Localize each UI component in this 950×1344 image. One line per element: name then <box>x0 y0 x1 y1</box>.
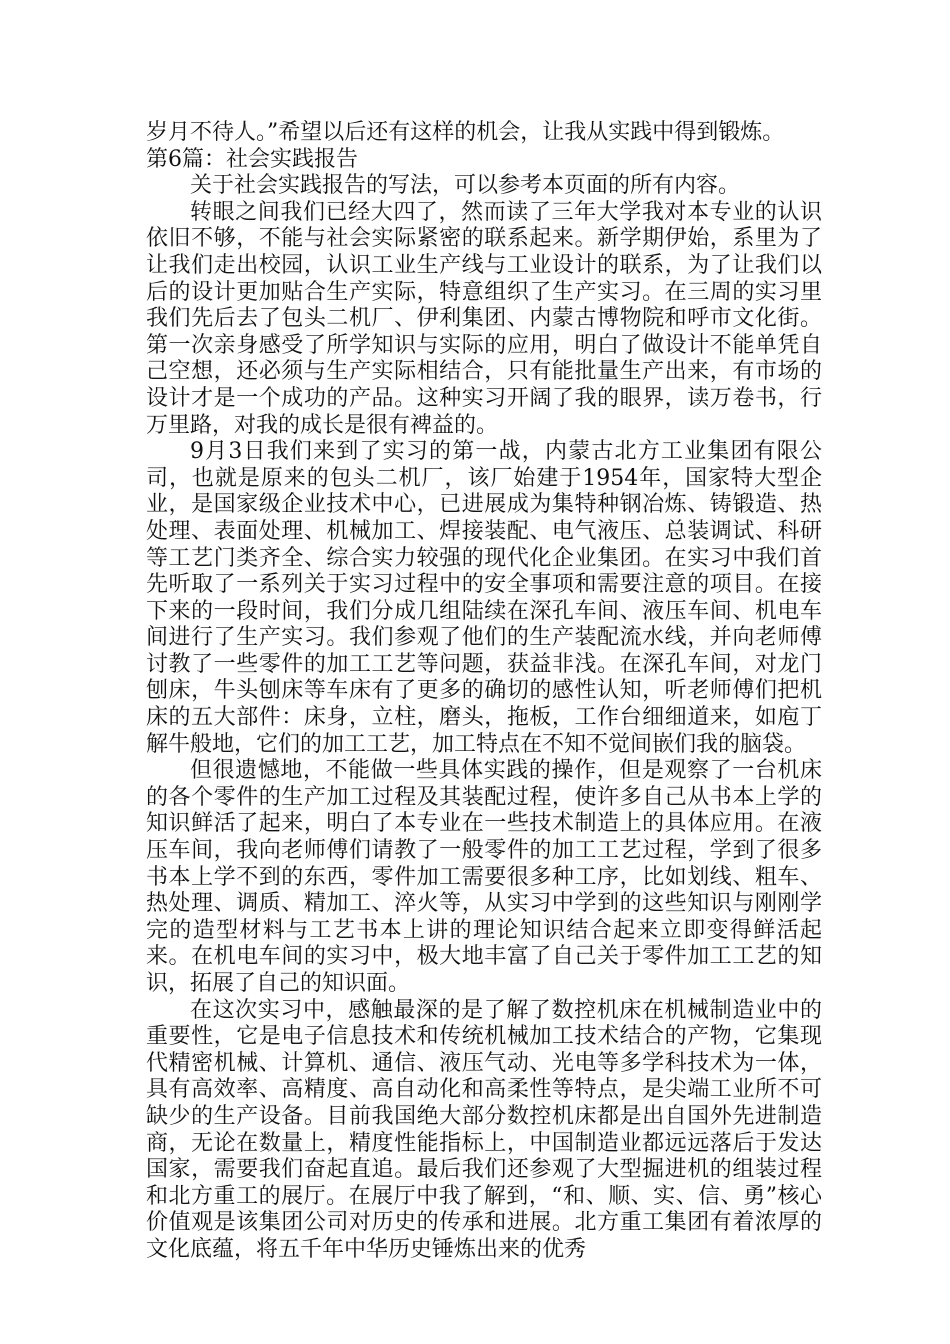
paragraph-senior-year: 转眼之间我们已经大四了，然而读了三年大学我对本专业的认识依旧不够，不能与社会实际紧密的联系起来。新学期伊始，系里为了让我们走出校园，认识工业生产线与工业设计的联系，为了让我们以后的设计更加贴合生产实际，特意组织了生产实习。在三周的实习里我们先后去了包头二机厂、伊利集团、内蒙古博物院和呼市文化街。第一次亲身感受了所学知识与实际的应用，明白了做设计不能单凭自己空想，还必须与生产实际相结合，只有能批量生产出来，有市场的设计才是一个成功的产品。这种实习开阔了我的眼界，读万卷书，行万里路，对我的成长是很有裨益的。 <box>146 199 822 438</box>
opening-line: 岁月不待人。”希望以后还有这样的机会，让我从实践中得到锻炼。 <box>146 120 785 145</box>
paragraph-intro: 关于社会实践报告的写法，可以参考本页面的所有内容。 <box>190 173 741 199</box>
paragraph-cnc-reflection: 在这次实习中，感触最深的是了解了数控机床在机械制造业中的重要性，它是电子信息技术和传统机械加工技术结合的产物，它集现代精密机械、计算机、通信、液压气动、光电等多学科技术为一体，具有高效率、高精度、高自动化和高柔性等特点，是尖端工业所不可缺少的生产设备。目前我国绝大部分数控机床都是出自国外先进制造商，无论在数量上，精度性能指标上，中国制造业都远远落后于发达国家，需要我们奋起直追。最后我们还参观了大型掘进机的组装过程和北方重工的展厅。在展厅中我了解到，“和、顺、实、信、勇”核心价值观是该集团公司对历史的传承和进展。北方重工集团有着浓厚的文化底蕴，将五千年中华历史锤炼出来的优秀 <box>146 997 822 1262</box>
document-page <box>146 120 822 1264</box>
paragraph-factory-visit: 9月3日我们来到了实习的第一战，内蒙古北方工业集团有限公司，也就是原来的包头二机厂，该厂始建于1954年，国家特大型企业，是国家级企业技术中心，已进展成为集特种钢冶炼、铸锻造、热处理、表面处理、机械加工、焊接装配、电气液压、总装调试、科研等工艺门类齐全、综合实力较强的现代化企业集团。在实习中我们首先听取了一系列关于实习过程中的安全事项和需要注意的项目。在接下来的一段时间，我们分成几组陆续在深孔车间、液压车间、机电车间进行了生产实习。我们参观了他们的生产装配流水线，并向老师傅讨教了一些零件的加工工艺等问题，获益非浅。在深孔车间，对龙门刨床，牛头刨床等车床有了更多的确切的感性认知，听老师傅们把机床的五大部件：床身，立柱，磨头，拖板，工作台细细道来，如庖丁解牛般地，它们的加工工艺，加工特点在不知不觉间嵌们我的脑袋。 <box>146 439 822 757</box>
paragraph-workshop-learning: 但很遗憾地，不能做一些具体实践的操作，但是观察了一台机床的各个零件的生产加工过程及其装配过程，使许多自己从书本上学的知识鲜活了起来，明白了本专业在一些技术制造上的具体应用。在液压车间，我向老师傅们请教了一般零件的加工工艺过程，学到了很多书本上学不到的东西，零件加工需要很多种工序，比如划线、粗车、热处理、调质、精加工、淬火等，从实习中学到的这些知识与刚刚学完的造型材料与工艺书本上讲的理论知识结合起来立即变得鲜活起来。在机电车间的实习中，极大地丰富了自己关于零件加工工艺的知识，拓展了自己的知识面。 <box>146 758 822 996</box>
section-title: 第6篇：社会实践报告 <box>146 146 358 172</box>
